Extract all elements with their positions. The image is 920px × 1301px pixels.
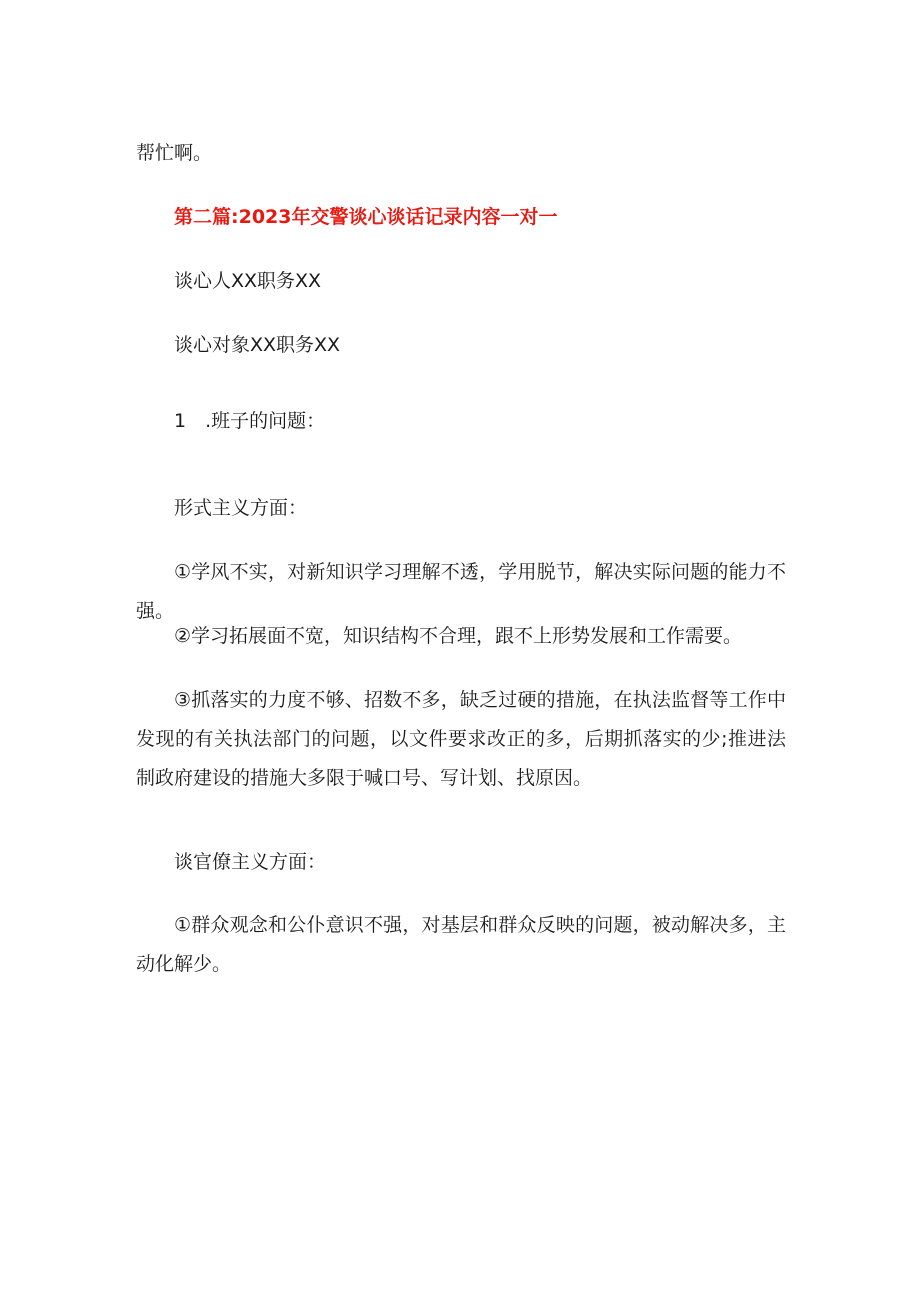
formalism-point-3: ③抓落实的力度不够、招数不多，缺乏过硬的措施，在执法监督等工作中发现的有关执法部门的问题，以文件要求改正的多，后期抓落实的少;推进法制政府建设的措施大多限于喊口号、写计划、找原因。 [136,689,786,789]
formalism-point-2: ②学习拓展面不宽，知识结构不合理，跟不上形势发展和工作需要。 [174,625,743,647]
carry-over-text: 帮忙啊。 [136,142,213,164]
talker-line: 谈心人XX职务XX [174,270,322,292]
formalism-point-1: ①学风不实，对新知识学习理解不透，学用脱节，解决实际问题的能力不强。 [136,561,786,622]
formalism-heading: 形式主义方面： [174,497,308,519]
section-title: 第二篇:2023年交警谈心谈话记录内容一对一 [174,206,558,228]
bureaucracy-heading: 谈官僚主义方面： [174,851,327,873]
target-line: 谈心对象XX职务XX [174,334,341,356]
bureaucracy-point-1: ①群众观念和公仆意识不强，对基层和群众反映的问题，被动解决多，主动化解少。 [136,914,786,975]
item-heading: 1 .班子的问题： [174,410,326,432]
